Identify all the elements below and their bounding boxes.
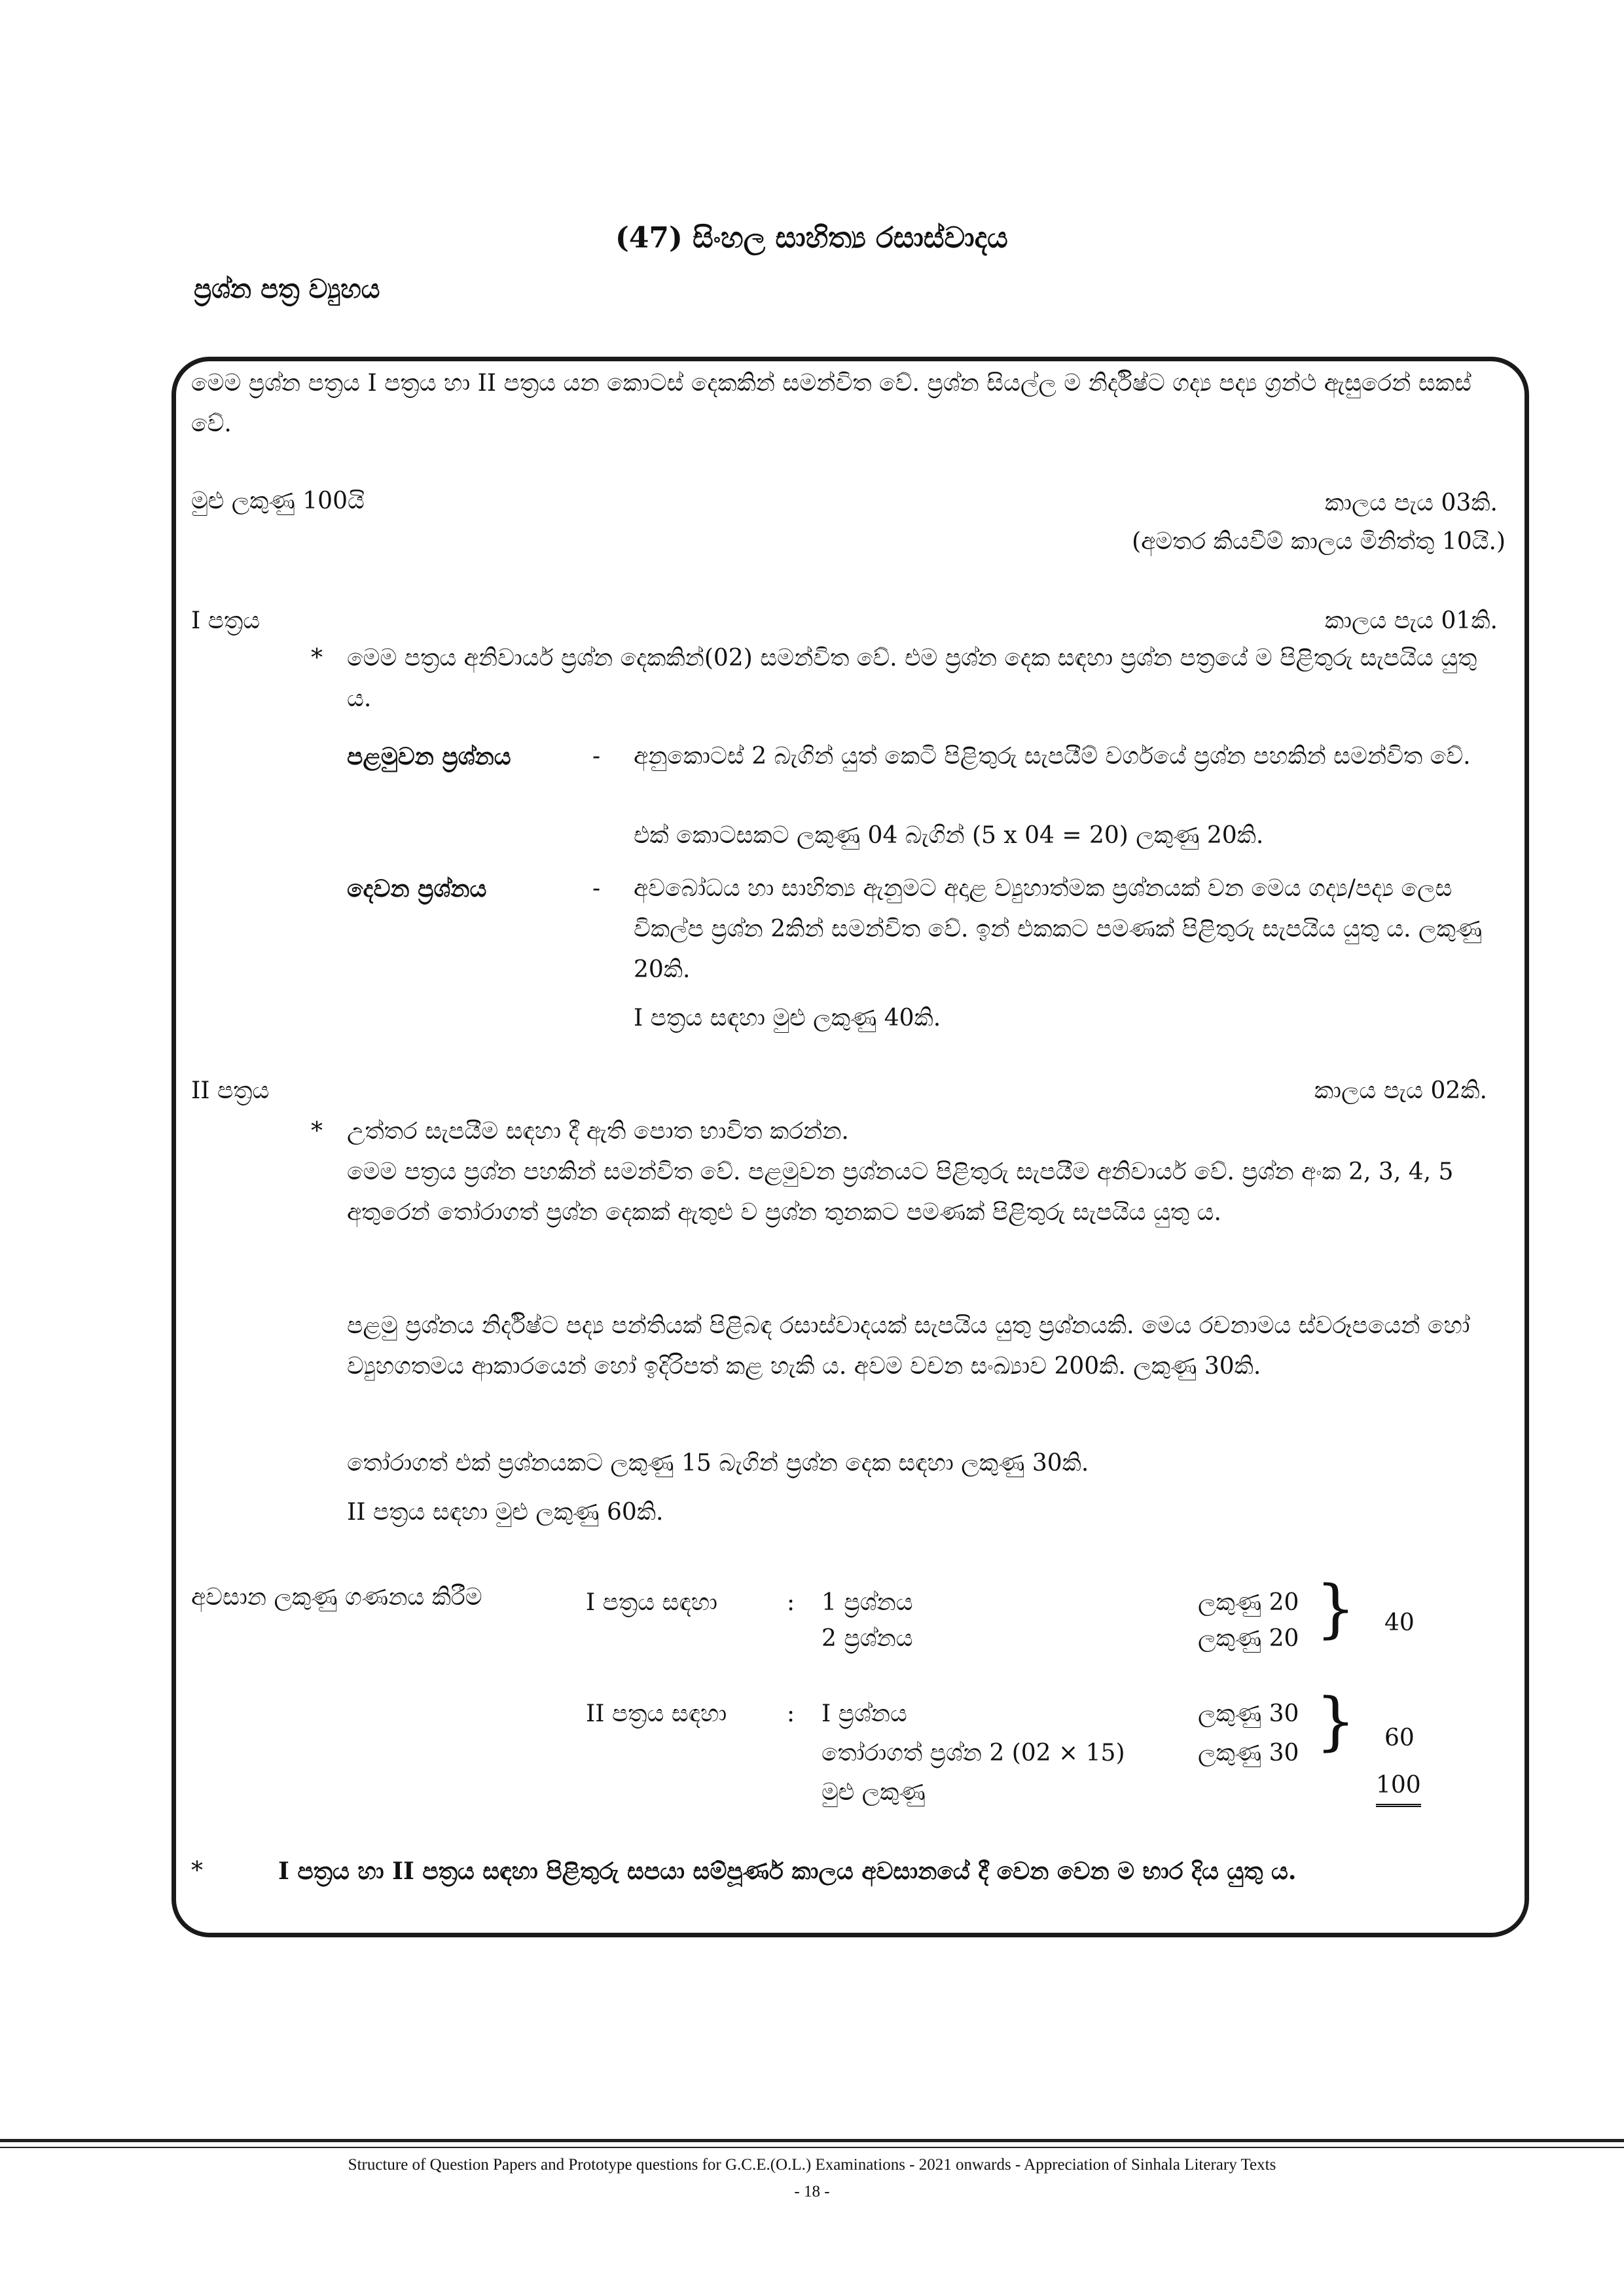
final-p1-row2-item: 2 ප්‍රශ්නය <box>821 1625 913 1652</box>
final-p1-row1-item: 1 ප්‍රශ්නය <box>821 1589 913 1616</box>
final-p2-row2-marks: ලකුණු 30 <box>1198 1740 1299 1767</box>
final-p2-colon: : <box>787 1700 795 1727</box>
closing-bullet: * <box>191 1857 203 1884</box>
footer-text: Structure of Question Papers and Prototype questions for G.C.E.(O.L.) Examinations - 2021 onwards - Appreciation of Sinhala Literary Texts <box>348 2156 1276 2174</box>
paper1-bullet: * <box>311 645 323 672</box>
final-p2-row1-item: I ප්‍රශ්නය <box>821 1700 907 1727</box>
final-p1-row2-marks: ලකුණු 20 <box>1198 1625 1299 1652</box>
final-p1-label: I පත්‍රය සඳහා <box>586 1589 718 1616</box>
intro-text: මෙම ප්‍රශ්න පත්‍රය I පත්‍රය හා II පත්‍රය යන කොටස් දෙකකින් සමන්විත වේ. ප්‍රශ්න සියල්ල ම නිර්දිෂ්ට ගද්‍ය පද්‍ය ග්‍රන්ථ ඇසුරෙන් සකස් වේ. <box>191 370 1471 437</box>
final-p1-brace: } <box>1316 1572 1356 1645</box>
paper1-total: I පත්‍රය සඳහා මුළු ලකුණු 40කි. <box>634 1005 941 1031</box>
section-heading: ප්‍රශ්න පත්‍ර ව්‍යුහය <box>194 274 380 304</box>
final-p2-brace: } <box>1316 1685 1356 1758</box>
page-title: (47) සිංහල සාහිත්‍ය රසාස්වාදය <box>615 221 1008 255</box>
footer-rule <box>0 2139 1624 2142</box>
paper1-q1-text: අනුකොටස් 2 බැගින් යුත් කෙටි පිළිතුරු සැපයීම් වර්ගයේ ප්‍රශ්න පහකින් සමන්විත වේ. <box>634 743 1471 770</box>
paper1-q2-text: අවබෝධය හා සාහිත්‍ය ඇනුමට අදාළ ව්‍යුහාත්මක ප්‍රශ්නයක් වන මෙය ගද්‍ය/පද්‍ය ලෙස විකල්ප ප්‍රශ්න 2කින් සමන්විත වේ. ඉන් එකකට පමණක් පිළිතුරු සැපයිය යුතු ය. ලකුණු 20කි. <box>634 875 1483 983</box>
paper2-time: කාලය පැය 02කි. <box>1314 1077 1487 1104</box>
total-marks: මුළු ලකුණු 100යි <box>191 488 365 514</box>
final-p2-row1-marks: ලකුණු 30 <box>1198 1700 1299 1727</box>
final-p1-row1-marks: ලකුණු 20 <box>1198 1589 1299 1616</box>
final-grand-label: මුළු ලකුණු <box>821 1779 926 1806</box>
paper1-time: කාලය පැය 01කි. <box>1324 607 1498 634</box>
paper1-q2-dash: - <box>592 875 601 902</box>
total-time: කාලය පැය 03කි. <box>1324 490 1498 516</box>
final-p2-label: II පත්‍රය සඳහා <box>586 1700 727 1727</box>
paper1-q2-label: දෙවන ප්‍රශ්නය <box>347 875 487 903</box>
final-marks-label: අවසාන ලකුණු ගණනය කිරීම <box>191 1584 482 1611</box>
page-number: - 18 - <box>794 2183 830 2200</box>
paper2-para1: මෙම පත්‍රය ප්‍රශ්න පහකින් සමන්විත වේ. පළමුවන ප්‍රශ්නයට පිළිතුරු සැපයීම අනිවාර්ය වේ. ප්‍රශ්න අංක 2, 3, 4, 5 අතුරෙන් තෝරාගත් ප්‍රශ්න දෙකක් ඇතුළු ව ප්‍රශ්න තුනකට පමණක් පිළිතුරු සැපයිය යුතු ය. <box>347 1158 1454 1226</box>
paper2-para2: පළමු ප්‍රශ්නය නිර්දිෂ්ට පද්‍ය පන්තියක් පිළිබඳ රසාස්වාදයක් සැපයිය යුතු ප්‍රශ්නයකි. මෙය රචනාමය ස්වරූපයෙන් හෝ ව්‍යුහගතමය ආකාරයෙන් හෝ ඉදිරිපත් කළ හැකි ය. අවම වචන සංඛ්‍යාව 200කි. ලකුණු 30කි. <box>347 1312 1470 1380</box>
paper2-line1: උත්තර සැපයීම සඳහා දී ඇති පොත භාවිත කරන්න. <box>347 1118 849 1145</box>
reading-time: (අමතර කියවීම් කාලය මිනිත්තු 10යි.) <box>1132 528 1506 555</box>
closing-note: I පත්‍රය හා II පත්‍රය සඳහා පිළිතුරු සපයා සම්පූර්ණ කාලය අවසානයේ දී වෙන වෙන ම භාර දිය යුතු ය. <box>278 1857 1297 1885</box>
paper2-total: II පත්‍රය සඳහා මුළු ලකුණු 60කි. <box>347 1499 664 1526</box>
paper2-label: II පත්‍රය <box>191 1077 270 1104</box>
paper1-label: I පත්‍රය <box>191 607 261 634</box>
final-p1-colon: : <box>787 1589 795 1616</box>
paper1-note: මෙම පත්‍රය අනිවාර්ය ප්‍රශ්න දෙකකින්(02) සමන්විත වේ. එම ප්‍රශ්න දෙක සඳහා ප්‍රශ්න පත්‍රයේ ම පිළිතුරු සැපයිය යුතු ය. <box>347 645 1477 712</box>
final-p2-sum: 60 <box>1384 1725 1415 1751</box>
final-p1-sum: 40 <box>1384 1609 1415 1636</box>
final-p2-row2-item: තෝරාගත් ප්‍රශ්න 2 (02 × 15) <box>821 1740 1125 1767</box>
paper1-q1-marks: එක් කොටසකට ලකුණු 04 බැගින් (5 x 04 = 20) ලකුණු 20කි. <box>634 822 1264 849</box>
paper2-para3: තෝරාගත් එක් ප්‍රශ්නයකට ලකුණු 15 බැගින් ප්‍රශ්න දෙක සඳහා ලකුණු 30කි. <box>347 1450 1089 1477</box>
paper2-bullet: * <box>311 1118 323 1145</box>
footer-rule-thin <box>0 2147 1624 2148</box>
final-grand-total: 100 <box>1376 1767 1421 1807</box>
paper1-q1-dash: - <box>592 743 601 770</box>
paper1-q1-label: පළමුවන ප්‍රශ්නය <box>347 743 511 770</box>
